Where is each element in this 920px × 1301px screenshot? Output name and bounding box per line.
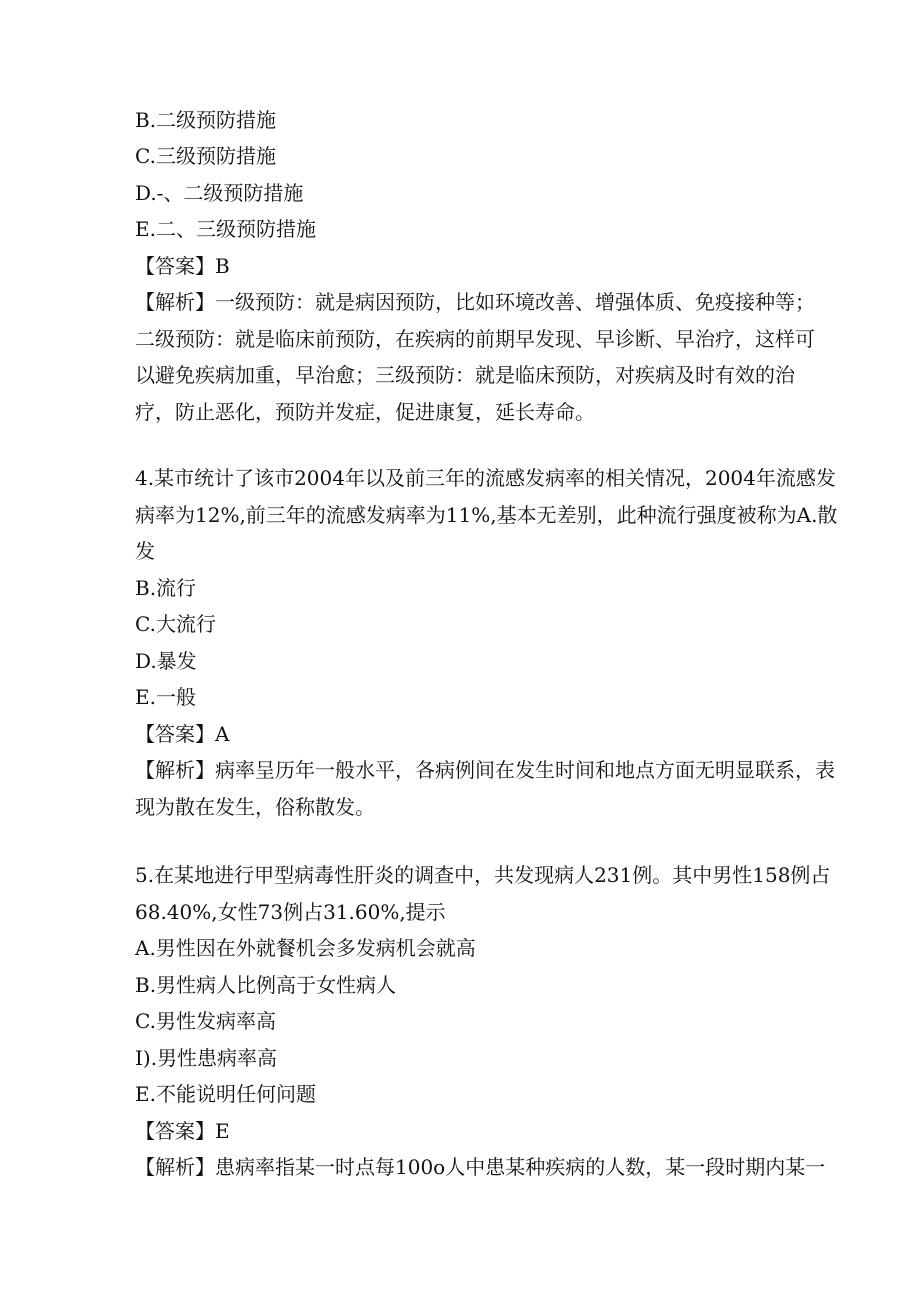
q5-option-d: I).男性患病率高 bbox=[135, 1046, 278, 1070]
q5-stem-line-1: 5.在某地进行甲型病毒性肝炎的调查中，共发现病人231例。其中男性158例占 bbox=[135, 863, 831, 887]
q5-analysis-label: 【解析】 bbox=[135, 1155, 215, 1179]
q4-analysis-text-1: 病率呈历年一般水平，各病例间在发生时间和地点方面无明显联系，表 bbox=[215, 758, 835, 782]
q5-answer-value: E bbox=[215, 1119, 230, 1143]
q5-analysis-text-1: 患病率指某一时点每100o人中患某种疾病的人数，某一段时期内某一 bbox=[215, 1155, 826, 1179]
q3-option-d: D.-、二级预防措施 bbox=[135, 181, 304, 205]
q4-analysis-line-2: 现为散在发生，俗称散发。 bbox=[135, 795, 375, 819]
q4-answer bbox=[135, 716, 229, 753]
q4-analysis-label: 【解析】 bbox=[135, 758, 215, 782]
q3-answer-label: 【答案】 bbox=[135, 254, 215, 278]
q3-answer-value: B bbox=[215, 254, 230, 278]
q4-option-e: E.一般 bbox=[135, 685, 196, 709]
q5-analysis-line-1 bbox=[135, 1149, 825, 1186]
q5-answer-label: 【答案】 bbox=[135, 1119, 215, 1143]
q5-stem-line-2: 68.40%,女性73例占31.60%,提示 bbox=[135, 900, 446, 924]
q3-option-c: C.三级预防措施 bbox=[135, 144, 276, 168]
q3-analysis-line-1 bbox=[135, 284, 815, 321]
q3-analysis-label: 【解析】 bbox=[135, 290, 215, 314]
q5-answer bbox=[135, 1113, 230, 1150]
q3-analysis-line-2: 二级预防：就是临床前预防，在疾病的前期早发现、早诊断、早治疗，这样可 bbox=[135, 327, 815, 351]
q3-answer bbox=[135, 248, 230, 285]
q4-option-c: C.大流行 bbox=[135, 612, 216, 636]
q5-option-a: A.男性因在外就餐机会多发病机会就高 bbox=[135, 936, 476, 960]
q5-option-e: E.不能说明任何问题 bbox=[135, 1082, 316, 1106]
q5-option-b: B.男性病人比例高于女性病人 bbox=[135, 973, 397, 997]
q3-analysis-line-3: 以避免疾病加重，早治愈；三级预防：就是临床预防，对疾病及时有效的治 bbox=[135, 363, 795, 387]
q5-option-c: C.男性发病率高 bbox=[135, 1009, 276, 1033]
q4-stem-line-2: 病率为12%,前三年的流感发病率为11%,基本无差别，此种流行强度被称为A.散 bbox=[135, 503, 838, 527]
q4-answer-value: A bbox=[215, 722, 230, 746]
q3-option-b: B.二级预防措施 bbox=[135, 108, 277, 132]
q4-stem-line-3: 发 bbox=[135, 539, 155, 563]
q4-stem-line-1: 4.某市统计了该市2004年以及前三年的流感发病率的相关情况，2004年流感发 bbox=[135, 466, 836, 490]
q4-analysis-line-1 bbox=[135, 752, 835, 789]
q3-analysis-line-4: 疗，防止恶化，预防并发症，促进康复，延长寿命。 bbox=[135, 400, 595, 424]
q4-option-d: D.暴发 bbox=[135, 649, 197, 673]
q3-analysis-text-1: 一级预防：就是病因预防，比如环境改善、增强体质、免疫接种等； bbox=[215, 290, 815, 314]
q4-answer-label: 【答案】 bbox=[135, 722, 215, 746]
q4-option-b: B.流行 bbox=[135, 576, 197, 600]
q3-option-e: E.二、三级预防措施 bbox=[135, 217, 316, 241]
